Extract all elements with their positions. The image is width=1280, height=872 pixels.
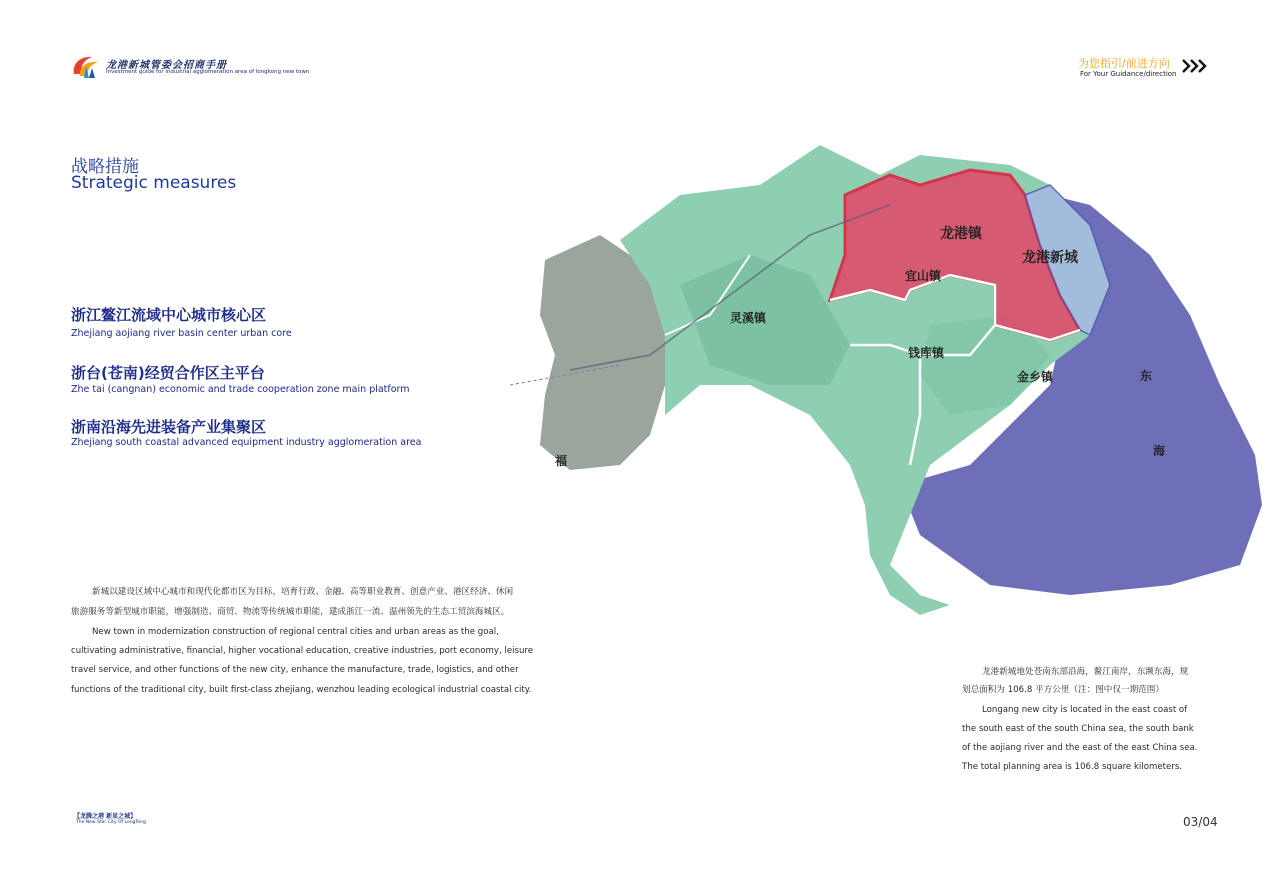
body-right-en-2: the south east of the south China sea, the south bank xyxy=(962,724,1194,734)
guide-title-cn: 为您指引/前进方向 xyxy=(1078,57,1170,70)
body-left-cn-2: 旅游服务等新型城市职能，增强制造、商贸、物流等传统城市职能，建成浙江一流、温州领先的生态工贸滨海城区。 xyxy=(71,607,510,617)
guide-title-en: For Your Guidance/direction xyxy=(1080,70,1177,78)
page-number: 03/04 xyxy=(1183,815,1218,829)
district-map xyxy=(450,85,1265,625)
map-label-newtown: 龙港新城 xyxy=(1022,250,1078,266)
section-title-cn: 战略措施 xyxy=(71,157,139,177)
point-1-en: Zhejiang aojiang river basin center urban core xyxy=(71,328,292,339)
map-label-longgang: 龙港镇 xyxy=(940,226,982,242)
map-label-fu: 福 xyxy=(555,454,568,468)
body-left-cn-1: 新城以建设区域中心城市和现代化都市区为目标，培育行政、金融、高等职业教育、创意产业、港区经济、休闲 xyxy=(92,587,514,597)
body-left-en-3: travel service, and other functions of the new city, enhance the manufacture, trade, logistics, and other xyxy=(71,665,519,675)
body-right-cn-1: 龙港新城地处苍南东部沿海，鳌江南岸，东濒东海，规 xyxy=(982,667,1189,677)
map-label-yishan: 宜山镇 xyxy=(905,269,942,283)
brand-name-en: Investment guide for industrial agglomeration area of longkong new town xyxy=(106,69,310,75)
body-right-en-3: of the aojiang river and the east of the east China sea. xyxy=(962,743,1198,753)
chevrons-right-icon xyxy=(1181,58,1209,74)
map-label-qianku: 钱库镇 xyxy=(908,346,945,360)
point-1-cn: 浙江鳌江流域中心城市核心区 xyxy=(71,306,267,324)
body-right-cn-2: 划总面积为 106.8 平方公里（注：图中仅一期范围） xyxy=(962,685,1164,695)
body-right-en-4: The total planning area is 106.8 square kilometers. xyxy=(962,762,1183,772)
brand-logo-icon xyxy=(70,52,102,80)
section-title-en: Strategic measures xyxy=(71,173,237,193)
body-left-en-1: New town in modernization construction of regional central cities and urban areas as the goal, xyxy=(92,627,499,637)
footer-slogan-en: The New Star City Of LongTeng xyxy=(76,820,146,825)
map-label-jinxiang: 金乡镇 xyxy=(1017,370,1054,384)
footer-slogan-cn: 【龙腾之港 新星之城】 xyxy=(74,813,137,820)
point-3-en: Zhejiang south coastal advanced equipment industry agglomeration area xyxy=(71,437,422,448)
point-2-cn: 浙台(苍南)经贸合作区主平台 xyxy=(71,364,265,382)
point-2-en: Zhe tai (cangnan) economic and trade cooperation zone main platform xyxy=(71,384,410,395)
body-left-en-4: functions of the traditional city, built first-class zhejiang, wenzhou leading ecological industrial coastal city. xyxy=(71,685,532,695)
map-label-sea-dong: 东 xyxy=(1140,369,1153,383)
map-label-lingxi: 灵溪镇 xyxy=(730,311,767,325)
brand-name-cn: 龙港新城管委会招商手册 xyxy=(106,60,227,71)
map-label-sea-hai: 海 xyxy=(1153,444,1166,458)
point-3-cn: 浙南沿海先进装备产业集聚区 xyxy=(71,418,267,436)
body-left-en-2: cultivating administrative, financial, higher vocational education, creative industries, port economy, leisure xyxy=(71,646,534,656)
body-right-en-1: Longang new city is located in the east coast of xyxy=(982,705,1188,715)
